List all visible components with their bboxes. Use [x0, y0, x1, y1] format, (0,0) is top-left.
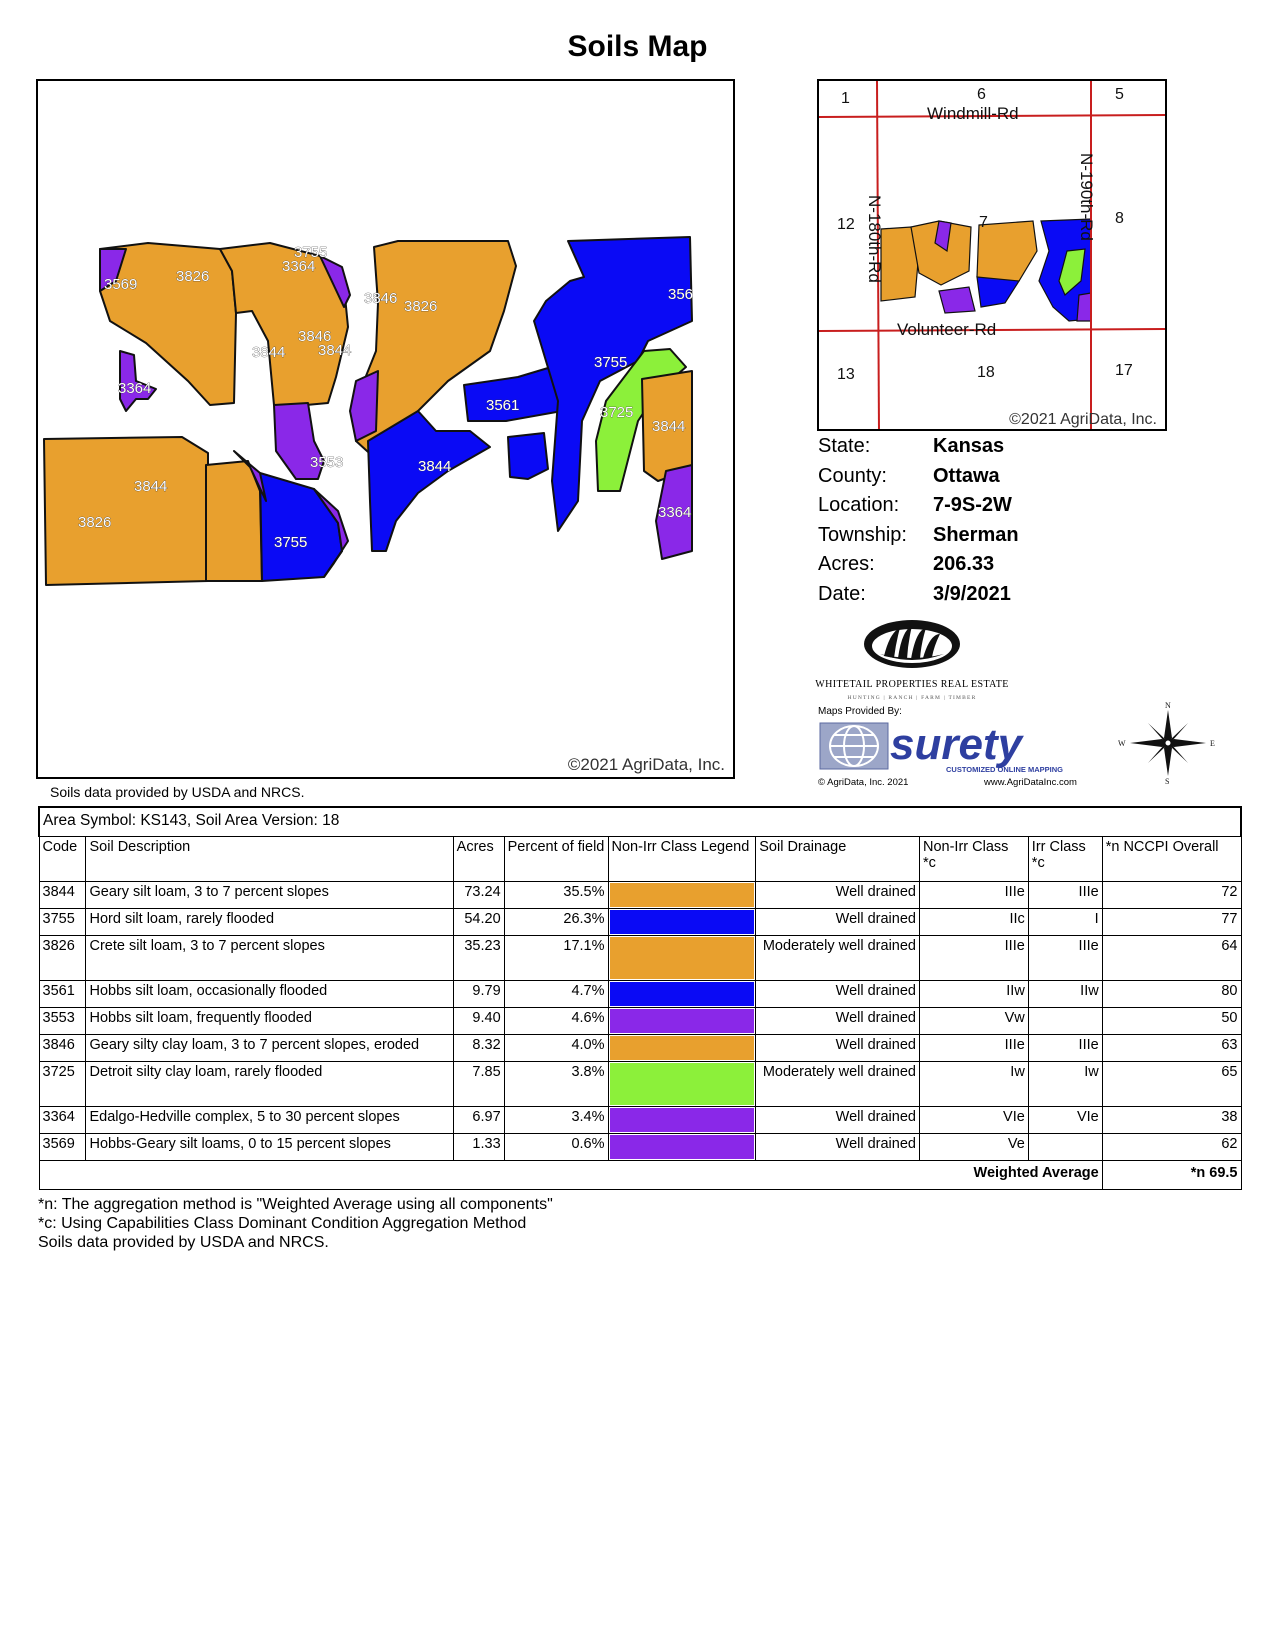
- legend-color-swatch: [610, 1108, 755, 1132]
- cell-drainage: Well drained: [756, 1133, 920, 1160]
- table-row: [39, 935, 1241, 980]
- info-row-township: [818, 521, 1019, 551]
- soils-map[interactable]: [36, 79, 735, 779]
- cell-percent: 0.6%: [504, 1133, 608, 1160]
- area-symbol: Area Symbol: KS143, Soil Area Version: 18: [39, 807, 1241, 836]
- cell-description: Geary silt loam, 3 to 7 percent slopes: [86, 881, 453, 908]
- legend-color-swatch: [610, 937, 755, 979]
- weighted-average-value: *n 69.5: [1102, 1160, 1241, 1189]
- inset-copyright: ©2021 AgriData, Inc.: [1009, 411, 1157, 428]
- cell-description: Detroit silty clay loam, rarely flooded: [86, 1061, 453, 1106]
- cell-nccpi: 64: [1102, 935, 1241, 980]
- soil-polygon-3844-c: [350, 371, 378, 441]
- cell-drainage: Well drained: [756, 980, 920, 1007]
- compass-s: S: [1165, 777, 1170, 784]
- cell-legend-swatch: [608, 1061, 756, 1106]
- cell-description: Crete silt loam, 3 to 7 percent slopes: [86, 935, 453, 980]
- cell-nccpi: 50: [1102, 1007, 1241, 1034]
- cell-irr-class: [1028, 1007, 1102, 1034]
- info-label: Acres:: [818, 553, 875, 576]
- info-value: 7-9S-2W: [933, 494, 1012, 517]
- cell-acres: 9.40: [453, 1007, 504, 1034]
- cell-drainage: Well drained: [756, 1106, 920, 1133]
- map-label: 356: [668, 286, 694, 303]
- col-header: Soil Description: [86, 836, 453, 881]
- cell-legend-swatch: [608, 881, 756, 908]
- cell-nonirr-class: IIc: [919, 908, 1028, 935]
- cell-code: 3561: [39, 980, 86, 1007]
- table-row: [39, 1061, 1241, 1106]
- cell-code: 3725: [39, 1061, 86, 1106]
- info-value: 3/9/2021: [933, 582, 1011, 605]
- map-label: 3844: [652, 418, 686, 435]
- section-number: 5: [1115, 86, 1124, 103]
- cell-acres: 35.23: [453, 935, 504, 980]
- map-label: 3553: [310, 454, 344, 471]
- road-label-volunteer: Volunteer-Rd: [897, 320, 997, 339]
- cell-percent: 4.7%: [504, 980, 608, 1007]
- agridata-url[interactable]: www.AgriDataInc.com: [984, 777, 1077, 788]
- info-value: Kansas: [933, 435, 1005, 458]
- cell-description: Geary silty clay loam, 3 to 7 percent slopes, eroded: [86, 1034, 453, 1061]
- compass-e: E: [1210, 739, 1215, 748]
- cell-legend-swatch: [608, 1034, 756, 1061]
- legend-color-swatch: [610, 982, 755, 1006]
- cell-drainage: Moderately well drained: [756, 1061, 920, 1106]
- section-number: 7: [979, 214, 988, 231]
- cell-acres: 7.85: [453, 1061, 504, 1106]
- cell-nonirr-class: IIIe: [919, 935, 1028, 980]
- col-header: Acres: [453, 836, 504, 881]
- map-label: 3846: [298, 328, 332, 345]
- cell-code: 3826: [39, 935, 86, 980]
- cell-irr-class: [1028, 1133, 1102, 1160]
- section-number: 17: [1115, 362, 1133, 379]
- footnote: *c: Using Capabilities Class Dominant Condition Aggregation Method: [38, 1215, 527, 1232]
- map-label: 3755: [274, 534, 308, 551]
- inset-parcel-purple-c: [939, 287, 975, 313]
- page-title: Soils Map: [567, 30, 708, 63]
- footnotes: [38, 1195, 553, 1252]
- cell-nccpi: 77: [1102, 908, 1241, 935]
- map-label: 3826: [404, 298, 438, 315]
- maps-provided-by: Maps Provided By:: [818, 706, 902, 717]
- info-row-county: [818, 462, 1019, 492]
- road-label-180th: N-180th-Rd: [865, 195, 884, 283]
- cell-percent: 35.5%: [504, 881, 608, 908]
- compass-icon: [1118, 702, 1218, 784]
- cell-nonirr-class: Ve: [919, 1133, 1028, 1160]
- cell-acres: 54.20: [453, 908, 504, 935]
- cell-code: 3755: [39, 908, 86, 935]
- cell-percent: 3.4%: [504, 1106, 608, 1133]
- locator-map-canvas: [819, 81, 1167, 431]
- compass-w: W: [1118, 739, 1126, 748]
- table-row: [39, 1133, 1241, 1160]
- legend-color-swatch: [610, 910, 755, 934]
- cell-legend-swatch: [608, 935, 756, 980]
- cell-irr-class: IIIe: [1028, 1034, 1102, 1061]
- table-row: [39, 1007, 1241, 1034]
- info-label: Date:: [818, 582, 866, 605]
- map-label: 3755: [294, 244, 328, 261]
- surety-wordmark: surety: [890, 721, 1023, 769]
- location-info: [818, 432, 1019, 609]
- cell-code: 3844: [39, 881, 86, 908]
- cell-code: 3846: [39, 1034, 86, 1061]
- inset-parcel-purple-e: [1077, 293, 1091, 321]
- cell-description: Hobbs silt loam, occasionally flooded: [86, 980, 453, 1007]
- weighted-average-spacer: [39, 1160, 919, 1189]
- cell-legend-swatch: [608, 980, 756, 1007]
- table-row: [39, 908, 1241, 935]
- cell-acres: 9.79: [453, 980, 504, 1007]
- surety-logo[interactable]: [818, 721, 1090, 775]
- soil-polygon-3755-c2: [508, 433, 548, 479]
- table-row: [39, 1034, 1241, 1061]
- cell-drainage: Well drained: [756, 881, 920, 908]
- cell-description: Hord silt loam, rarely flooded: [86, 908, 453, 935]
- cell-acres: 73.24: [453, 881, 504, 908]
- whitetail-logo: [812, 618, 1012, 701]
- cell-irr-class: I: [1028, 908, 1102, 935]
- cell-irr-class: VIe: [1028, 1106, 1102, 1133]
- info-row-location: [818, 491, 1019, 521]
- cell-drainage: Well drained: [756, 1007, 920, 1034]
- info-label: State:: [818, 435, 871, 458]
- info-value: 206.33: [933, 553, 995, 576]
- cell-legend-swatch: [608, 908, 756, 935]
- cell-code: 3553: [39, 1007, 86, 1034]
- map-copyright: ©2021 AgriData, Inc.: [567, 755, 725, 774]
- soil-polygon-3755-c: [368, 411, 490, 551]
- col-header: Non-Irr Class Legend: [608, 836, 756, 881]
- cell-description: Edalgo-Hedville complex, 5 to 30 percent slopes: [86, 1106, 453, 1133]
- info-label: Location:: [818, 494, 900, 517]
- col-header: Non-Irr Class *c: [919, 836, 1028, 881]
- col-header: Irr Class *c: [1028, 836, 1102, 881]
- section-number: 12: [837, 216, 855, 233]
- soil-polygon-3844-sw: [206, 461, 262, 581]
- locator-map[interactable]: [817, 79, 1167, 431]
- brand-name: WHITETAIL PROPERTIES REAL ESTATE: [815, 679, 1009, 690]
- inset-parcel-blue-c: [977, 277, 1019, 307]
- info-row-state: [818, 432, 1019, 462]
- cell-percent: 26.3%: [504, 908, 608, 935]
- table-row: [39, 881, 1241, 908]
- map-label: 3364: [118, 380, 152, 397]
- section-number: 8: [1115, 210, 1124, 227]
- cell-nccpi: 38: [1102, 1106, 1241, 1133]
- map-label: 3725: [600, 404, 634, 421]
- cell-legend-swatch: [608, 1007, 756, 1034]
- cell-description: Hobbs-Geary silt loams, 0 to 15 percent slopes: [86, 1133, 453, 1160]
- map-label: 3364: [282, 258, 316, 275]
- cell-nonirr-class: IIIe: [919, 881, 1028, 908]
- map-label: 3846: [364, 290, 398, 307]
- cell-irr-class: Iw: [1028, 1061, 1102, 1106]
- legend-color-swatch: [610, 1036, 755, 1060]
- info-row-acres: [818, 550, 1019, 580]
- map-label: 3844: [318, 342, 352, 359]
- soils-map-canvas: [38, 81, 735, 779]
- area-symbol-row: [39, 807, 1241, 836]
- legend-color-swatch: [610, 883, 755, 907]
- map-label: 3569: [104, 276, 138, 293]
- info-value: Ottawa: [933, 464, 1000, 487]
- info-value: Sherman: [933, 523, 1019, 546]
- cell-nccpi: 63: [1102, 1034, 1241, 1061]
- cell-nonirr-class: Iw: [919, 1061, 1028, 1106]
- cell-nccpi: 80: [1102, 980, 1241, 1007]
- cell-nonirr-class: Vw: [919, 1007, 1028, 1034]
- cell-irr-class: IIIe: [1028, 935, 1102, 980]
- cell-percent: 4.0%: [504, 1034, 608, 1061]
- footnote: Soils data provided by USDA and NRCS.: [38, 1234, 329, 1251]
- col-header: Code: [39, 836, 86, 881]
- soil-polygon-3826-sw: [44, 437, 208, 585]
- info-row-date: [818, 580, 1019, 610]
- surety-subtitle: CUSTOMIZED ONLINE MAPPING: [946, 765, 1063, 774]
- map-label: 3844: [134, 478, 168, 495]
- section-number: 1: [841, 90, 850, 107]
- cell-drainage: Well drained: [756, 1034, 920, 1061]
- cell-irr-class: IIIe: [1028, 881, 1102, 908]
- paw-icon: [860, 618, 964, 670]
- cell-drainage: Moderately well drained: [756, 935, 920, 980]
- cell-percent: 17.1%: [504, 935, 608, 980]
- cell-nonirr-class: IIw: [919, 980, 1028, 1007]
- cell-legend-swatch: [608, 1106, 756, 1133]
- brand-tagline: HUNTING | RANCH | FARM | TIMBER: [847, 695, 977, 701]
- section-number: 6: [977, 86, 986, 103]
- section-number: 13: [837, 366, 855, 383]
- map-label: 3826: [78, 514, 112, 531]
- legend-color-swatch: [610, 1009, 755, 1033]
- cell-acres: 8.32: [453, 1034, 504, 1061]
- legend-color-swatch: [610, 1063, 755, 1105]
- soil-polygon-3755-sw: [260, 473, 342, 581]
- section-number: 18: [977, 364, 995, 381]
- cell-nccpi: 72: [1102, 881, 1241, 908]
- compass-n: N: [1165, 702, 1171, 710]
- info-label: County:: [818, 464, 887, 487]
- table-row: [39, 1106, 1241, 1133]
- cell-irr-class: IIw: [1028, 980, 1102, 1007]
- weighted-average-row: [39, 1160, 1241, 1189]
- globe-icon: [818, 721, 1090, 775]
- col-header: Soil Drainage: [756, 836, 920, 881]
- cell-percent: 4.6%: [504, 1007, 608, 1034]
- cell-legend-swatch: [608, 1133, 756, 1160]
- legend-color-swatch: [610, 1135, 755, 1159]
- agridata-copyright: © AgriData, Inc. 2021: [818, 777, 909, 788]
- col-header: Percent of field: [504, 836, 608, 881]
- cell-acres: 6.97: [453, 1106, 504, 1133]
- map-label: 3826: [176, 268, 210, 285]
- map-source-note: Soils data provided by USDA and NRCS.: [50, 784, 305, 800]
- cell-drainage: Well drained: [756, 908, 920, 935]
- info-label: Township:: [818, 523, 907, 546]
- compass-rose: [1118, 702, 1218, 784]
- footnote: *n: The aggregation method is "Weighted Average using all components": [38, 1196, 553, 1213]
- col-header: *n NCCPI Overall: [1102, 836, 1241, 881]
- map-label: 3364: [658, 504, 692, 521]
- table-header-row: [39, 836, 1241, 881]
- soil-polygon-3846-c: [356, 241, 516, 461]
- soil-table: [38, 806, 1242, 1190]
- cell-code: 3569: [39, 1133, 86, 1160]
- map-label: 3561: [486, 397, 520, 414]
- cell-acres: 1.33: [453, 1133, 504, 1160]
- cell-code: 3364: [39, 1106, 86, 1133]
- map-label: 3844: [252, 344, 286, 361]
- table-row: [39, 980, 1241, 1007]
- cell-description: Hobbs silt loam, frequently flooded: [86, 1007, 453, 1034]
- cell-percent: 3.8%: [504, 1061, 608, 1106]
- weighted-average-label: Weighted Average: [919, 1160, 1102, 1189]
- cell-nonirr-class: IIIe: [919, 1034, 1028, 1061]
- cell-nccpi: 62: [1102, 1133, 1241, 1160]
- road-label-windmill: Windmill-Rd: [927, 104, 1019, 123]
- cell-nccpi: 65: [1102, 1061, 1241, 1106]
- map-label: 3844: [418, 458, 452, 475]
- cell-nonirr-class: VIe: [919, 1106, 1028, 1133]
- road-label-190th: N-190th-Rd: [1077, 153, 1096, 241]
- map-label: 3755: [594, 354, 628, 371]
